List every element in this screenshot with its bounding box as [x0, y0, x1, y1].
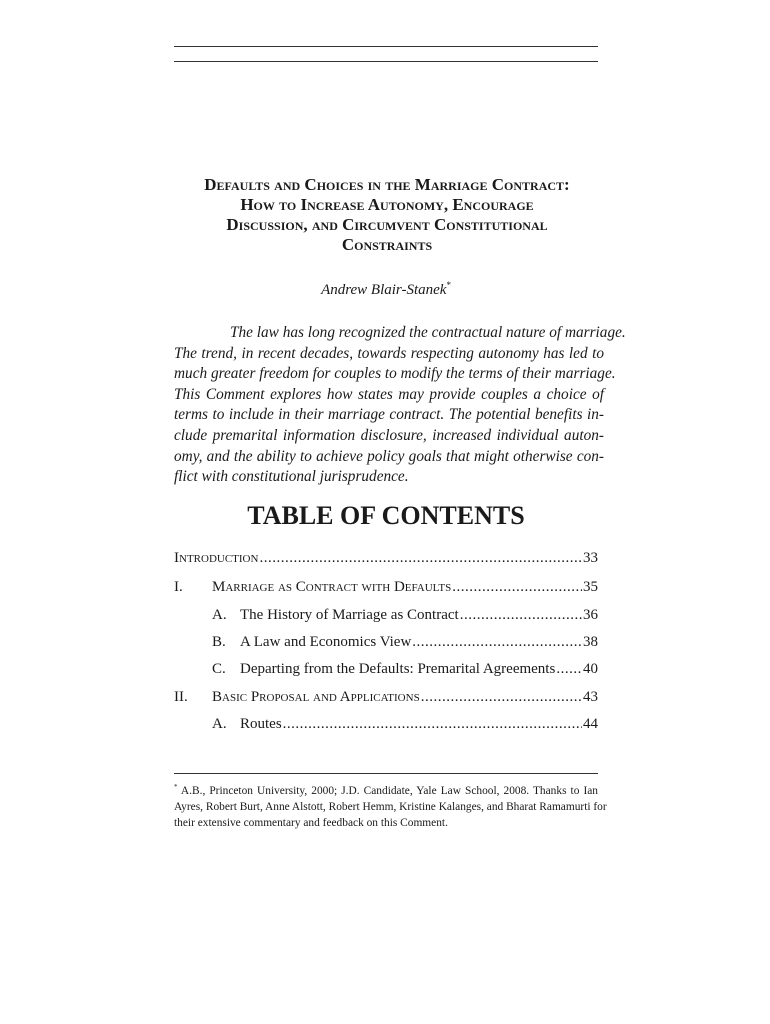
- footnote-line: [174, 779, 598, 799]
- footnote-line: their extensive commentary and feedback on this Comment.: [174, 816, 448, 829]
- toc-leader-dots: [460, 607, 582, 624]
- footnote-separator: [174, 773, 598, 774]
- toc-leader-dots: [452, 579, 582, 596]
- abstract-line: flict with constitutional jurisprudence.: [174, 468, 409, 486]
- toc-leader-dots: [283, 716, 582, 733]
- toc-entry-label: Marriage as Contract with Defaults: [212, 579, 452, 595]
- title-line: Constraints: [341, 235, 433, 254]
- title-line: Discussion, and Circumvent Constitutional: [226, 215, 548, 234]
- toc-entry-label: The History of Marriage as Contract: [240, 607, 459, 623]
- toc-entry-introduction[interactable]: [174, 550, 598, 567]
- toc-entry-letter: C.: [212, 661, 226, 677]
- toc-entry-label: Basic Proposal and Applications: [212, 689, 420, 705]
- toc-entry-letter: B.: [212, 634, 226, 650]
- toc-entry-part-2-a[interactable]: [174, 716, 598, 733]
- title-line: Defaults and Choices in the Marriage Contract:: [204, 175, 570, 194]
- toc-entry-label: A Law and Economics View: [240, 634, 412, 650]
- abstract-line: The law has long recognized the contractual nature of marriage.: [230, 324, 626, 341]
- toc-entry-page: 38: [583, 634, 598, 650]
- toc-leader-dots: [412, 634, 582, 651]
- toc-entry-page: 36: [583, 607, 598, 623]
- toc-leader-dots: [556, 661, 582, 678]
- toc-entry-page: 43: [583, 689, 598, 705]
- toc-entry-label: Introduction: [174, 550, 259, 566]
- footnote-text: A.B., Princeton University, 2000; J.D. Candidate, Yale Law School, 2008. Thanks to Ian: [180, 784, 598, 797]
- footnote: [174, 779, 607, 831]
- abstract: [174, 323, 626, 488]
- abstract-line: omy, and the ability to achieve policy goals that might otherwise con-: [174, 447, 604, 465]
- toc-entry-page: 35: [583, 579, 598, 595]
- author-byline: [174, 280, 598, 299]
- article-title: [160, 175, 614, 255]
- toc-entry-part-1-c[interactable]: [174, 661, 598, 678]
- toc-entry-part-1[interactable]: [174, 579, 598, 596]
- abstract-line: much greater freedom for couples to modify the terms of their marriage.: [174, 365, 616, 383]
- author-name: Andrew Blair-Stanek: [321, 282, 447, 298]
- abstract-line: The trend, in recent decades, towards respecting autonomy has led to: [174, 344, 604, 362]
- abstract-line: terms to include in their marriage contract. The potential benefits in-: [174, 406, 604, 424]
- abstract-line: This Comment explores how states may provide couples a choice of: [174, 385, 604, 403]
- toc-leader-dots: [421, 689, 582, 706]
- toc-entry-page: 40: [583, 661, 598, 677]
- toc-entry-page: 33: [583, 550, 598, 566]
- toc-entry-label: Routes: [240, 716, 282, 732]
- toc-entry-part-1-b[interactable]: [174, 634, 598, 651]
- header-rule-bottom: [174, 61, 598, 62]
- toc-entry-part-1-a[interactable]: [174, 607, 598, 624]
- title-line: How to Increase Autonomy, Encourage: [240, 195, 534, 214]
- toc-leader-dots: [259, 550, 582, 567]
- toc-entry-label: Departing from the Defaults: Premarital Agreements: [240, 661, 556, 677]
- toc-entry-part-2[interactable]: [174, 689, 598, 706]
- toc-entry-letter: A.: [212, 607, 227, 623]
- toc-entry-number: II.: [174, 689, 188, 705]
- header-rule-top: [174, 46, 598, 47]
- toc-entry-number: I.: [174, 579, 183, 595]
- toc-entry-letter: A.: [212, 716, 227, 732]
- footnote-mark: *: [174, 783, 178, 791]
- toc-heading: TABLE OF CONTENTS: [247, 501, 525, 530]
- author-footnote-mark: *: [446, 280, 451, 290]
- toc-entry-page: 44: [583, 716, 598, 732]
- footnote-line: Ayres, Robert Burt, Anne Alstott, Robert Hemm, Kristine Kalanges, and Bharat Ramamurti for: [174, 800, 607, 813]
- abstract-line: clude premarital information disclosure, increased individual auton-: [174, 426, 604, 444]
